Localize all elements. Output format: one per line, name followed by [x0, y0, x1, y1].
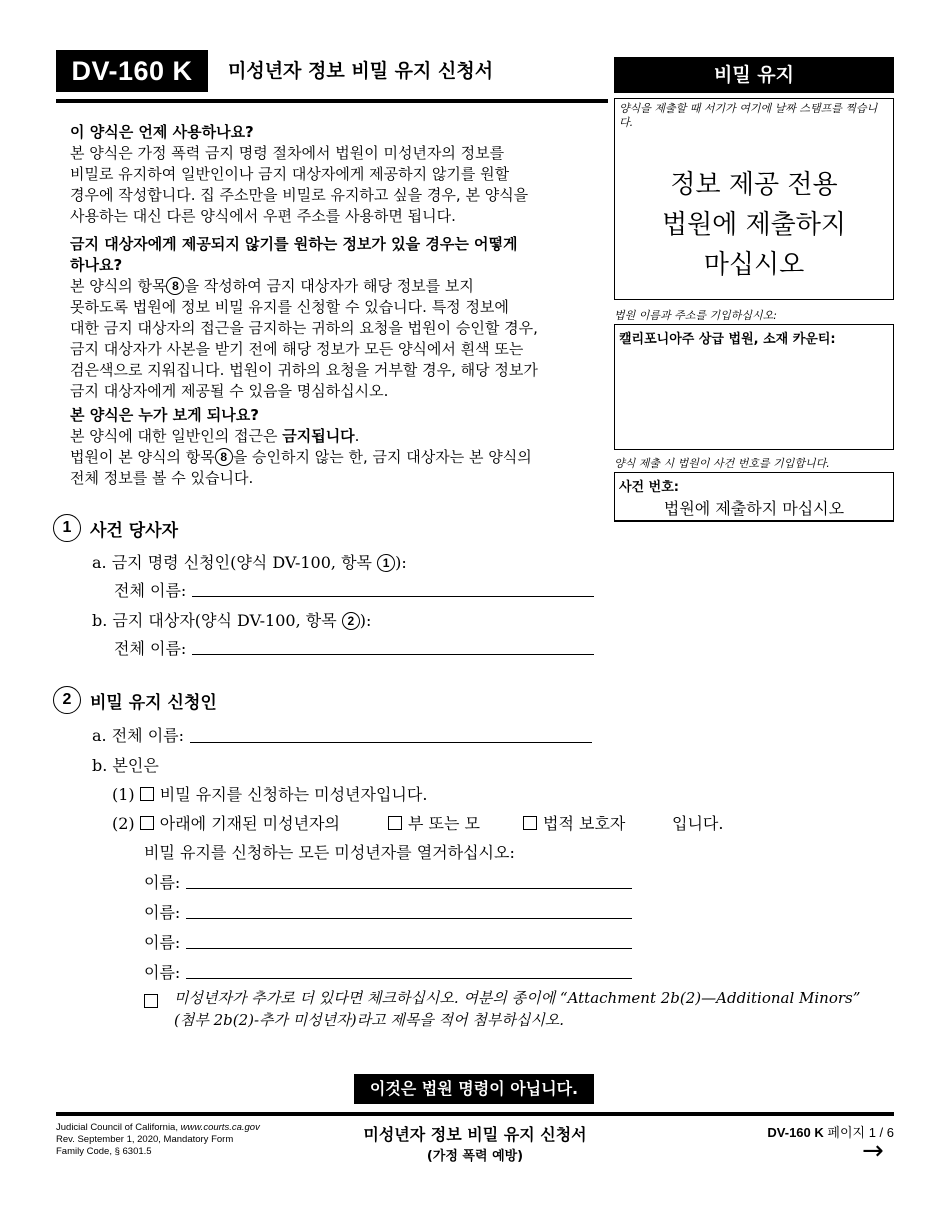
- intro-question-2-cont: 하나요?: [70, 256, 123, 274]
- option-2-text: 아래에 기재된 미성년자의: [159, 814, 340, 833]
- stamp-line-3: 마십시오: [703, 250, 805, 280]
- parent-checkbox[interactable]: [388, 816, 402, 830]
- item-8-marker: 8: [166, 277, 184, 295]
- footer-title: 미성년자 정보 비밀 유지 신청서: [363, 1125, 587, 1144]
- option-2-row: [112, 811, 340, 834]
- intro-text-bold: 금지됩니다: [282, 427, 355, 445]
- petitioner-name-field[interactable]: [192, 580, 594, 597]
- intro-text: [70, 426, 600, 447]
- not-court-order-notice: 이것은 법원 명령이 아닙니다.: [354, 1074, 594, 1104]
- section-1-title: 사건 당사자: [90, 521, 179, 541]
- intro-question-3: 본 양식은 누가 보게 되나요?: [70, 406, 259, 424]
- requester-name-field[interactable]: [190, 726, 592, 743]
- minor-name-field-3[interactable]: [186, 932, 632, 949]
- section-2-title: 비밀 유지 신청인: [90, 693, 217, 713]
- item-8-marker: 8: [215, 448, 233, 466]
- intro-text: 금지 대상자에게 제공될 수 있음을 명심하십시오.: [70, 382, 389, 400]
- restrained-name-label: 전체 이름:: [114, 639, 187, 658]
- intro-text-part: 을 작성하여 금지 대상자가 해당 정보를 보지: [184, 277, 474, 295]
- item-2-marker: 2: [342, 612, 360, 630]
- minor-name-field-2[interactable]: [186, 902, 632, 919]
- section-1-number: 1: [53, 514, 81, 542]
- section-1a-label: [92, 550, 407, 573]
- stamp-line-2: 법원에 제출하지: [661, 210, 847, 240]
- footer-form-id: DV-160 K: [767, 1125, 824, 1140]
- case-number-value: 법원에 제출하지 마십시오: [663, 499, 845, 518]
- case-note: 양식 제출 시 법원이 사건 번호를 기입합니다.: [614, 457, 830, 470]
- intro-text-part: .: [354, 427, 360, 445]
- stamp-note: 양식을 제출할 때 서기가 여기에 날짜 스탬프를 찍습니다.: [619, 102, 878, 129]
- option-number: (1): [112, 785, 135, 804]
- intro-text: [70, 447, 600, 468]
- intro-question-1: 이 양식은 언제 사용하나요?: [70, 123, 254, 141]
- footer-left: [56, 1122, 260, 1158]
- minors-list-instruction: 비밀 유지를 신청하는 모든 미성년자를 열거하십시오:: [144, 843, 515, 862]
- intro-text: 비밀로 유지하여 일반인이나 금지 대상자에게 제공하지 않기를 원할: [70, 165, 510, 183]
- footer-code: Family Code, § 6301.5: [56, 1146, 152, 1157]
- court-note: 법원 이름과 주소를 기입하십시오:: [614, 309, 777, 322]
- guardian-label: 법적 보호자: [543, 814, 626, 833]
- intro-text-part: 본 양식에 대한 일반인의 접근은: [70, 427, 283, 445]
- form-id: DV-160 K: [56, 50, 208, 92]
- section-2b-label: b. 본인은: [92, 756, 159, 775]
- guardian-checkbox[interactable]: [523, 816, 537, 830]
- option-number: (2): [112, 814, 135, 833]
- case-number-label: 사건 번호:: [619, 480, 679, 495]
- parent-option: [388, 811, 480, 834]
- option-1-checkbox[interactable]: [140, 787, 154, 801]
- intro-block-3: [70, 405, 600, 489]
- restrained-name-field[interactable]: [192, 638, 594, 655]
- header-divider: [56, 99, 608, 103]
- option-1-row: [112, 782, 427, 805]
- parent-label: 부 또는 모: [408, 814, 480, 833]
- additional-minors-checkbox[interactable]: [144, 994, 158, 1008]
- intro-text: 대한 금지 대상자의 접근을 금지하는 귀하의 요청을 법원이 승인할 경우,: [70, 319, 538, 337]
- additional-minors-text: [174, 987, 894, 1031]
- intro-text: 경우에 작성합니다. 집 주소만을 비밀로 유지하고 싶을 경우, 본 양식을: [70, 186, 529, 204]
- confidential-header: 비밀 유지: [614, 57, 894, 93]
- minor-name-field-1[interactable]: [186, 872, 632, 889]
- intro-block-1: [70, 122, 600, 227]
- petitioner-name-label: 전체 이름:: [114, 581, 187, 600]
- label-part: ):: [359, 611, 372, 630]
- next-page-arrow-icon: →: [862, 1136, 884, 1166]
- guardian-option: [523, 811, 625, 834]
- intro-text: [70, 276, 600, 297]
- intro-text-part: 을 승인하지 않는 한, 금지 대상자는 본 양식의: [232, 448, 532, 466]
- intro-text: 못하도록 법원에 정보 비밀 유지를 신청할 수 있습니다. 특정 정보에: [70, 298, 509, 316]
- minor-name-label: 이름:: [144, 933, 181, 952]
- intro-text: 전체 정보를 볼 수 있습니다.: [70, 469, 254, 487]
- section-1b-label: [92, 608, 371, 631]
- stamp-line-1: 정보 제공 전용: [670, 170, 838, 200]
- section-2-number: 2: [53, 686, 81, 714]
- label-part: a. 금지 명령 신청인(양식 DV-100, 항목: [92, 553, 378, 572]
- intro-question-2: 금지 대상자에게 제공되지 않기를 원하는 정보가 있을 경우는 어떻게: [70, 235, 518, 253]
- section-2a-label: a. 전체 이름:: [92, 726, 185, 745]
- minor-name-label: 이름:: [144, 873, 181, 892]
- option-2-end: 입니다.: [672, 814, 724, 833]
- additional-minors-line-2: (첨부 2b(2)-추가 미성년자)라고 제목을 적어 첨부하십시오.: [174, 1011, 565, 1029]
- item-1-marker: 1: [377, 554, 395, 572]
- footer-text: Judicial Council of California,: [56, 1122, 181, 1133]
- intro-text: 본 양식은 가정 폭력 금지 명령 절차에서 법원이 미성년자의 정보를: [70, 144, 505, 162]
- intro-text: 검은색으로 지워집니다. 법원이 귀하의 요청을 거부할 경우, 해당 정보가: [70, 361, 538, 379]
- additional-minors-line-1: 미성년자가 추가로 더 있다면 체크하십시오. 여분의 종이에 “Attachment 2b(2)—Additional Minors”: [174, 989, 861, 1007]
- intro-text-part: 본 양식의 항목: [70, 277, 167, 295]
- label-part: ):: [395, 553, 407, 572]
- minor-name-label: 이름:: [144, 903, 181, 922]
- footer-url: www.courts.ca.gov: [180, 1122, 260, 1133]
- label-part: b. 금지 대상자(양식 DV-100, 항목: [92, 611, 342, 630]
- court-label: 캘리포니아주 상급 법원, 소재 카운티:: [619, 332, 836, 347]
- footer-subtitle: (가정 폭력 예방): [426, 1149, 524, 1164]
- stamp-text: [614, 165, 894, 285]
- intro-text: 사용하는 대신 다른 양식에서 우편 주소를 사용하면 됩니다.: [70, 207, 456, 225]
- intro-text: 금지 대상자가 사본을 받기 전에 해당 정보가 모든 양식에서 흰색 또는: [70, 340, 524, 358]
- intro-text-part: 법원이 본 양식의 항목: [70, 448, 215, 466]
- page-indicator: 페이지 1 / 6: [827, 1125, 894, 1140]
- form-title: 미성년자 정보 비밀 유지 신청서: [228, 60, 494, 82]
- option-1-text: 비밀 유지를 신청하는 미성년자입니다.: [159, 785, 428, 804]
- footer-divider: [56, 1112, 894, 1116]
- option-2-checkbox[interactable]: [140, 816, 154, 830]
- footer-council: [56, 1122, 260, 1134]
- minor-name-field-4[interactable]: [186, 962, 632, 979]
- additional-minors-checkbox-wrap: [144, 992, 164, 1011]
- footer-revision: Rev. September 1, 2020, Mandatory Form: [56, 1134, 234, 1145]
- footer-center: [300, 1122, 650, 1164]
- minor-name-label: 이름:: [144, 963, 181, 982]
- intro-block-2: [70, 234, 600, 402]
